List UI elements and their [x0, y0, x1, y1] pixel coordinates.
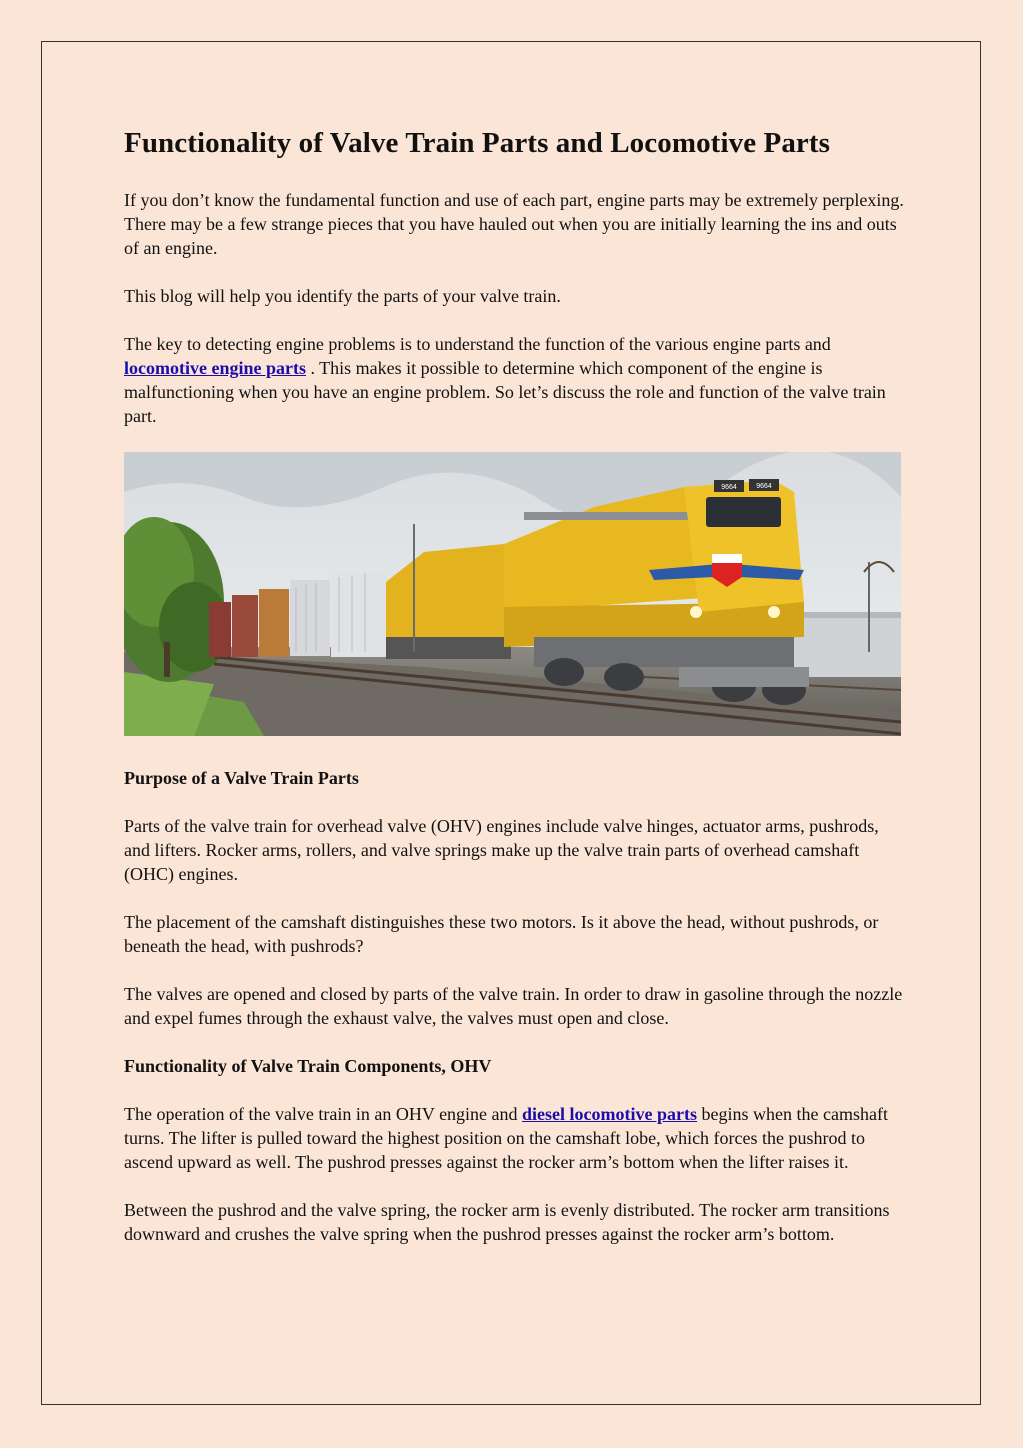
ohv-text-before-link: The operation of the valve train in an OHV engine and — [124, 1104, 523, 1124]
ohv-text-after-link: begins when the camshaft turns. The lifter is pulled toward the highest position on the camshaft lobe, which forces the pushrod to ascend upward as well. The pushrod presses against the rocker arm’s bottom when the lifter raises it. — [124, 1104, 888, 1172]
document-body — [124, 124, 904, 1270]
intro-text-after-link: . This makes it possible to determine which component of the engine is malfunctioning when you have an engine problem. So let’s discuss the role and function of the valve train part. — [124, 358, 886, 426]
locomotive-photo — [124, 452, 901, 736]
loco-number-right: 9664 — [756, 483, 772, 490]
ohv-paragraph-1 — [124, 1102, 904, 1174]
purpose-paragraph-3: The valves are opened and closed by parts of the valve train. In order to draw in gasoline through the nozzle and expel fumes through the exhaust valve, the valves must open and close. — [124, 984, 903, 1028]
ohv-paragraph-2: Between the pushrod and the valve spring, the rocker arm is evenly distributed. The rocker arm transitions downward and crushes the valve spring when the pushrod presses against the rocker arm’s bottom. — [124, 1200, 890, 1244]
intro-text-before-link: The key to detecting engine problems is to understand the function of the various engine parts and — [124, 334, 831, 354]
diesel-locomotive-parts-link[interactable]: diesel locomotive parts — [522, 1104, 698, 1124]
purpose-paragraph-1: Parts of the valve train for overhead valve (OHV) engines include valve hinges, actuator arms, pushrods, and lifters. Rocker arms, rollers, and valve springs make up the valve train parts of overhead camshaft (OHC) engines. — [124, 816, 879, 884]
purpose-paragraph-2: The placement of the camshaft distinguishes these two motors. Is it above the head, without pushrods, or beneath the head, with pushrods? — [124, 912, 879, 956]
section-heading-purpose: Purpose of a Valve Train Parts — [124, 768, 359, 788]
locomotive-engine-parts-link[interactable]: locomotive engine parts — [124, 358, 306, 378]
loco-number-left: 9664 — [721, 484, 737, 491]
intro-paragraph-1: If you don’t know the fundamental function and use of each part, engine parts may be extremely perplexing. There may be a few strange pieces that you have hauled out when you are initially learning the ins and outs of an engine. — [124, 190, 904, 258]
intro-paragraph-3 — [124, 332, 904, 428]
section-heading-ohv: Functionality of Valve Train Components, OHV — [124, 1056, 492, 1076]
page-title: Functionality of Valve Train Parts and Locomotive Parts — [124, 127, 831, 159]
intro-paragraph-2: This blog will help you identify the parts of your valve train. — [124, 286, 561, 306]
